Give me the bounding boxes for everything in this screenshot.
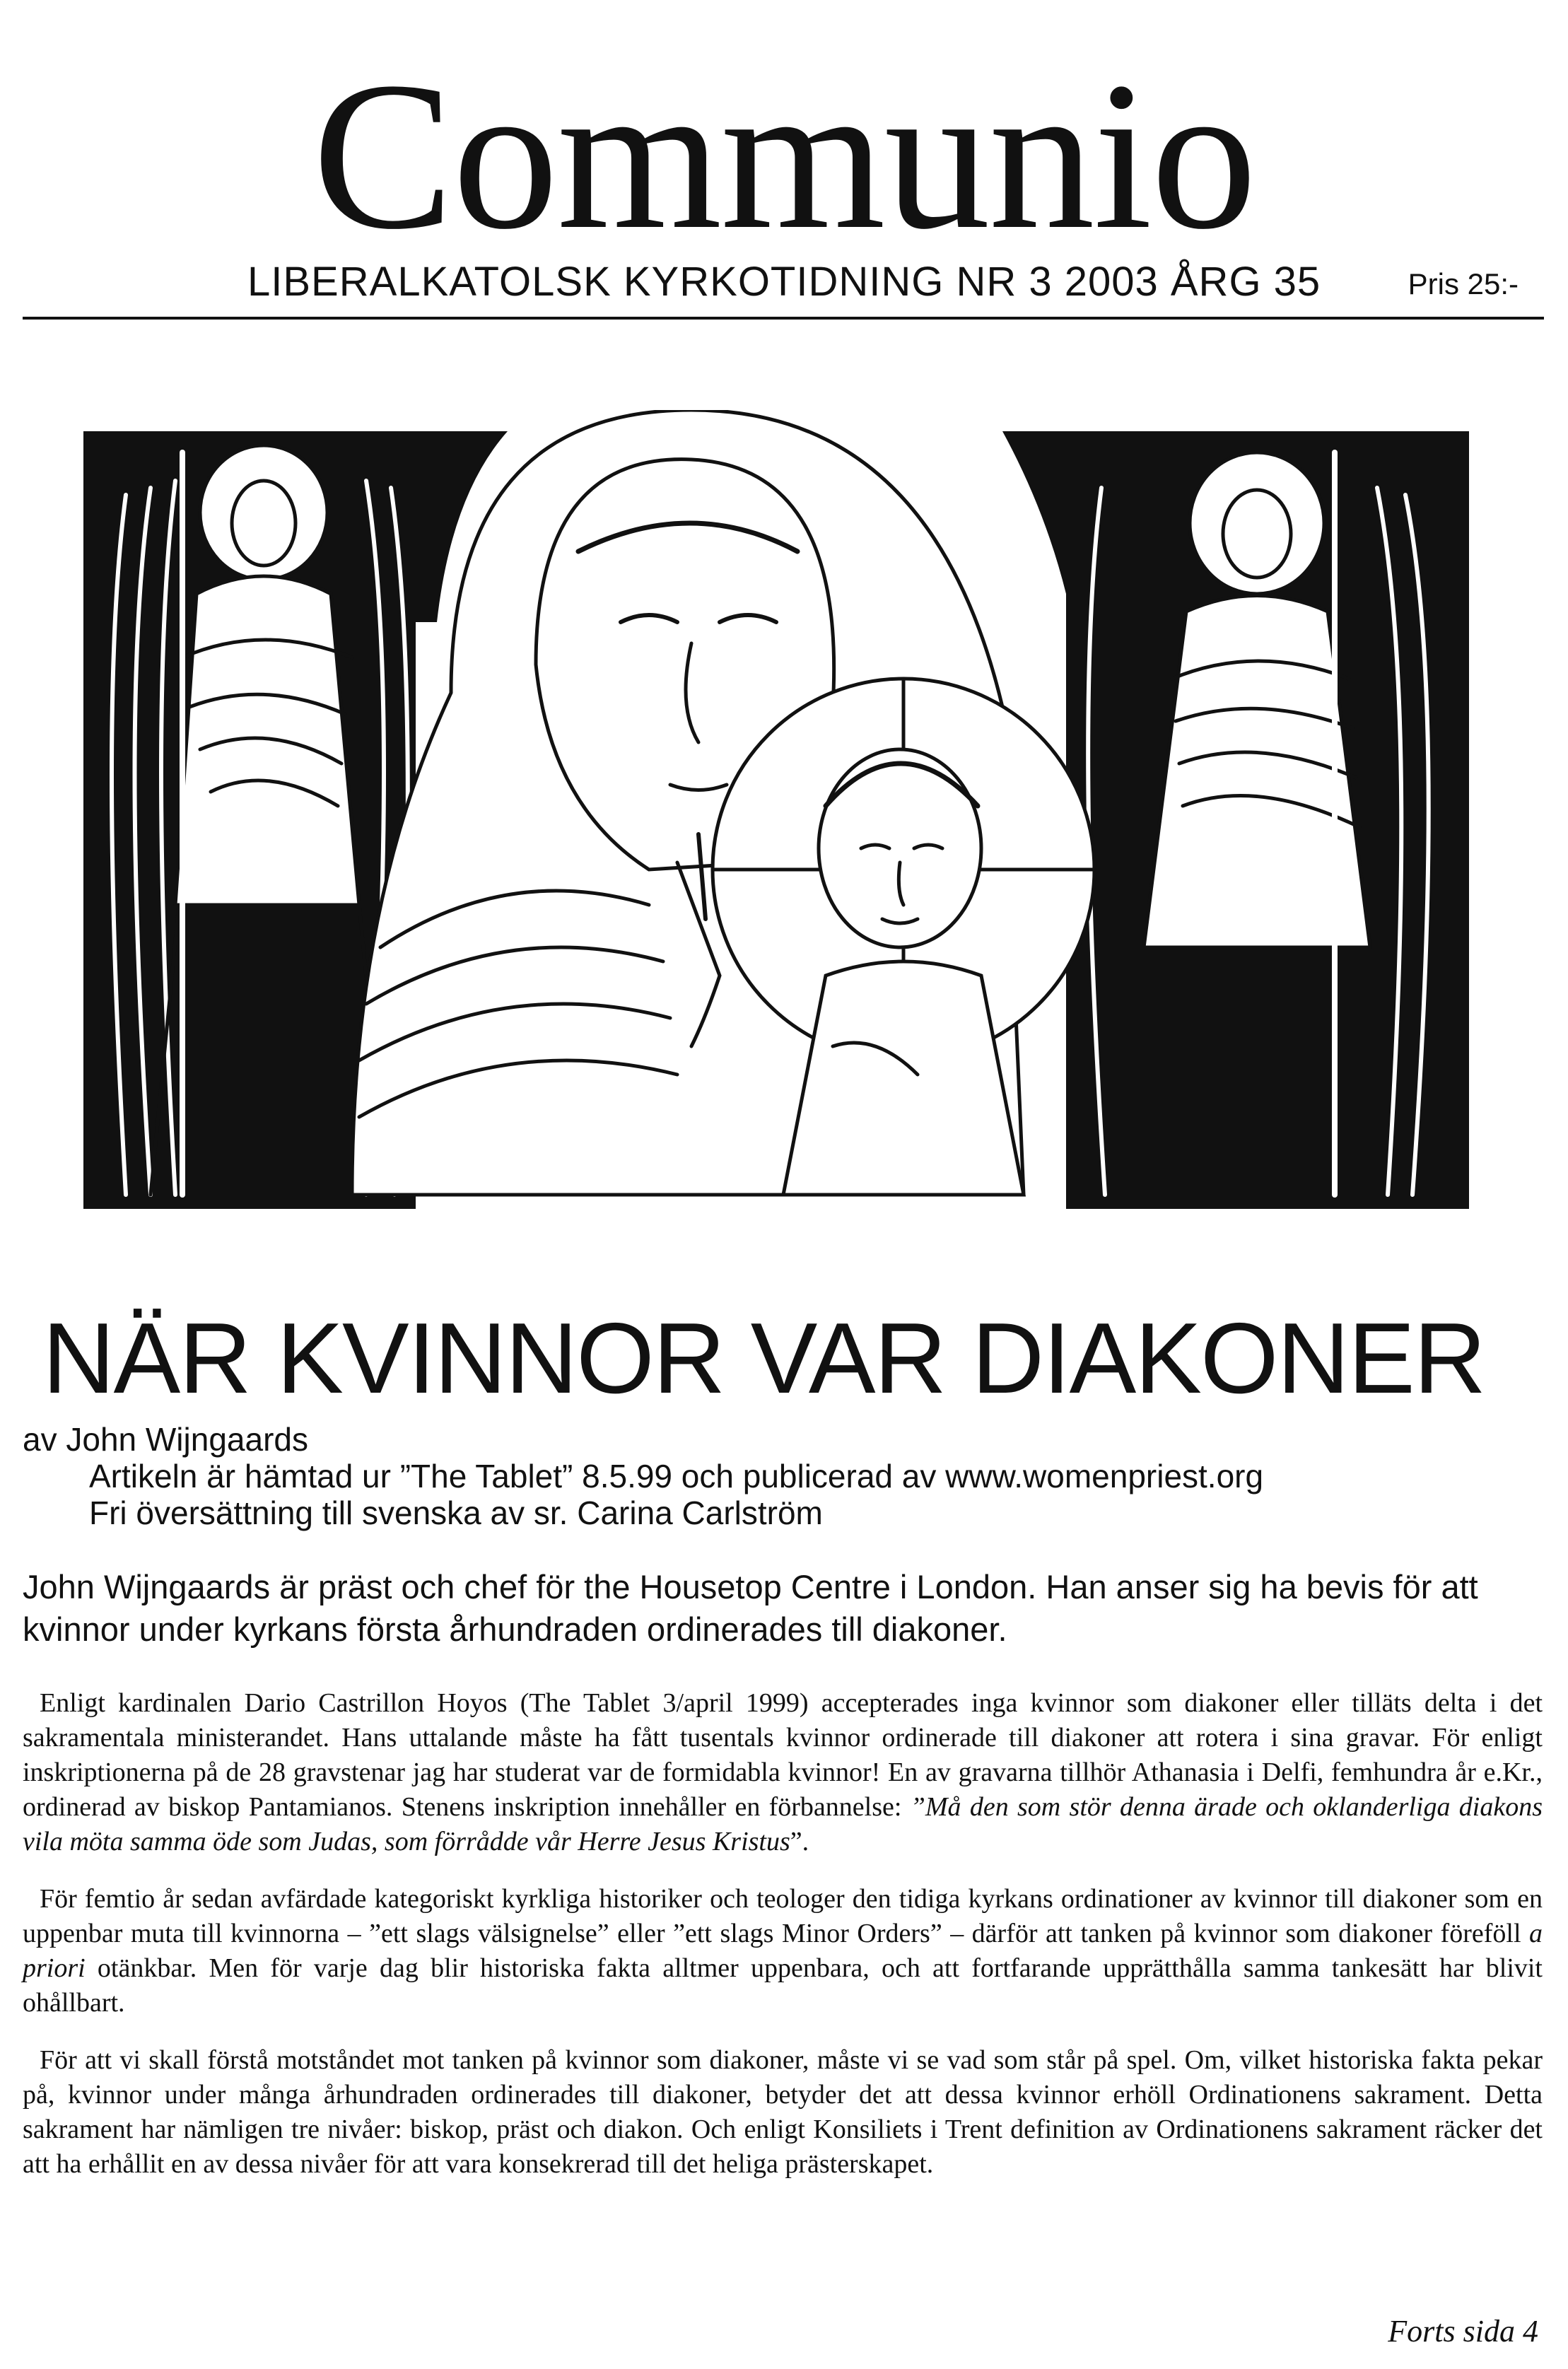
masthead-rule	[23, 317, 1544, 320]
article-byline: av John Wijngaards	[23, 1421, 308, 1458]
source-line: Artikeln är hämtad ur ”The Tablet” 8.5.99 och publicerad av www.womenpriest.org	[89, 1458, 1264, 1494]
paragraph-2	[23, 1882, 1543, 2020]
masthead-title: Communio	[312, 38, 1256, 273]
paragraph-2-text: För femtio år sedan avfärdade kategoriskt kyrkliga historiker och teologer den tidiga kyrkans ordinationer av kvinnor till diakoner som en uppenbar muta till kvinnorna – ”ett slags välsignelse” eller ”ett slags Minor Orders” – därför att tanken på kvinnor som diakoner föreföll	[23, 1884, 1543, 1948]
article-headline: NÄR KVINNOR VAR DIAKONER	[42, 1302, 1485, 1415]
madonna-with-child-and-angels-illustration	[83, 410, 1469, 1209]
masthead-subtitle: LIBERALKATOLSK KYRKOTIDNING NR 3 2003 ÅRG 35	[247, 259, 1321, 305]
article-lead: John Wijngaards är präst och chef för the Housetop Centre i London. Han anser sig ha bevis för att kvinnor under kyrkans första århundraden ordinerades till diakoner.	[23, 1568, 1478, 1648]
article-body	[23, 1686, 1543, 2204]
price-label: Pris 25:-	[1408, 267, 1519, 300]
paragraph-2-italic: a priori	[23, 1919, 1543, 1983]
paragraph-1-text: Enligt kardinalen Dario Castrillon Hoyos (The Tablet 3/april 1999) accepterades inga kvinnor som diakoner eller tilläts delta i det sakramentala ministerandet. Hans uttalande måste ha fått tusentals kvinnor ordinerade till diakoner att rotera i sina gravar. För enligt inskriptionerna på de 28 gravstenar jag har studerat var de formidabla kvinnor! En av gravarna tillhör Athanasia i Delfi, femhundra år e.Kr., ordinerad av biskop Pantamianos. Stenens inskription innehåller en förbannelse:	[23, 1688, 1543, 1822]
article-source	[89, 1458, 1263, 1531]
paragraph-2-end: otänkbar. Men för varje dag blir historiska fakta alltmer uppenbara, och att fortfarande upprätthålla samma tankesätt har blivit ohållbart.	[23, 1953, 1543, 2018]
paragraph-1	[23, 1686, 1543, 1859]
paragraph-1-end: ”.	[790, 1827, 809, 1856]
paragraph-3: För att vi skall förstå motståndet mot tanken på kvinnor som diakoner, måste vi se vad som står på spel. Om, vilket historiska fakta pekar på, kvinnor under många århundraden ordinerades till diakoner, betyder det att dessa kvinnor erhöll Ordinationens sakrament. Detta sakrament har nämligen tre nivåer: biskop, präst och diakon. Och enligt Konsiliets i Trent definition av Ordinationens sakrament räcker det att ha erhållit en av dessa nivåer för att vara konsekrerad till det heliga prästerskapet.	[23, 2045, 1543, 2179]
continued-note: Forts sida 4	[1388, 2314, 1538, 2348]
translator-line: Fri översättning till svenska av sr. Carina Carlström	[89, 1494, 823, 1531]
paragraph-1-quote: ”Må den som stör denna ärade och oklanderliga diakons vila möta samma öde som Judas, som förrådde vår Herre Jesus Kristus	[23, 1792, 1543, 1856]
